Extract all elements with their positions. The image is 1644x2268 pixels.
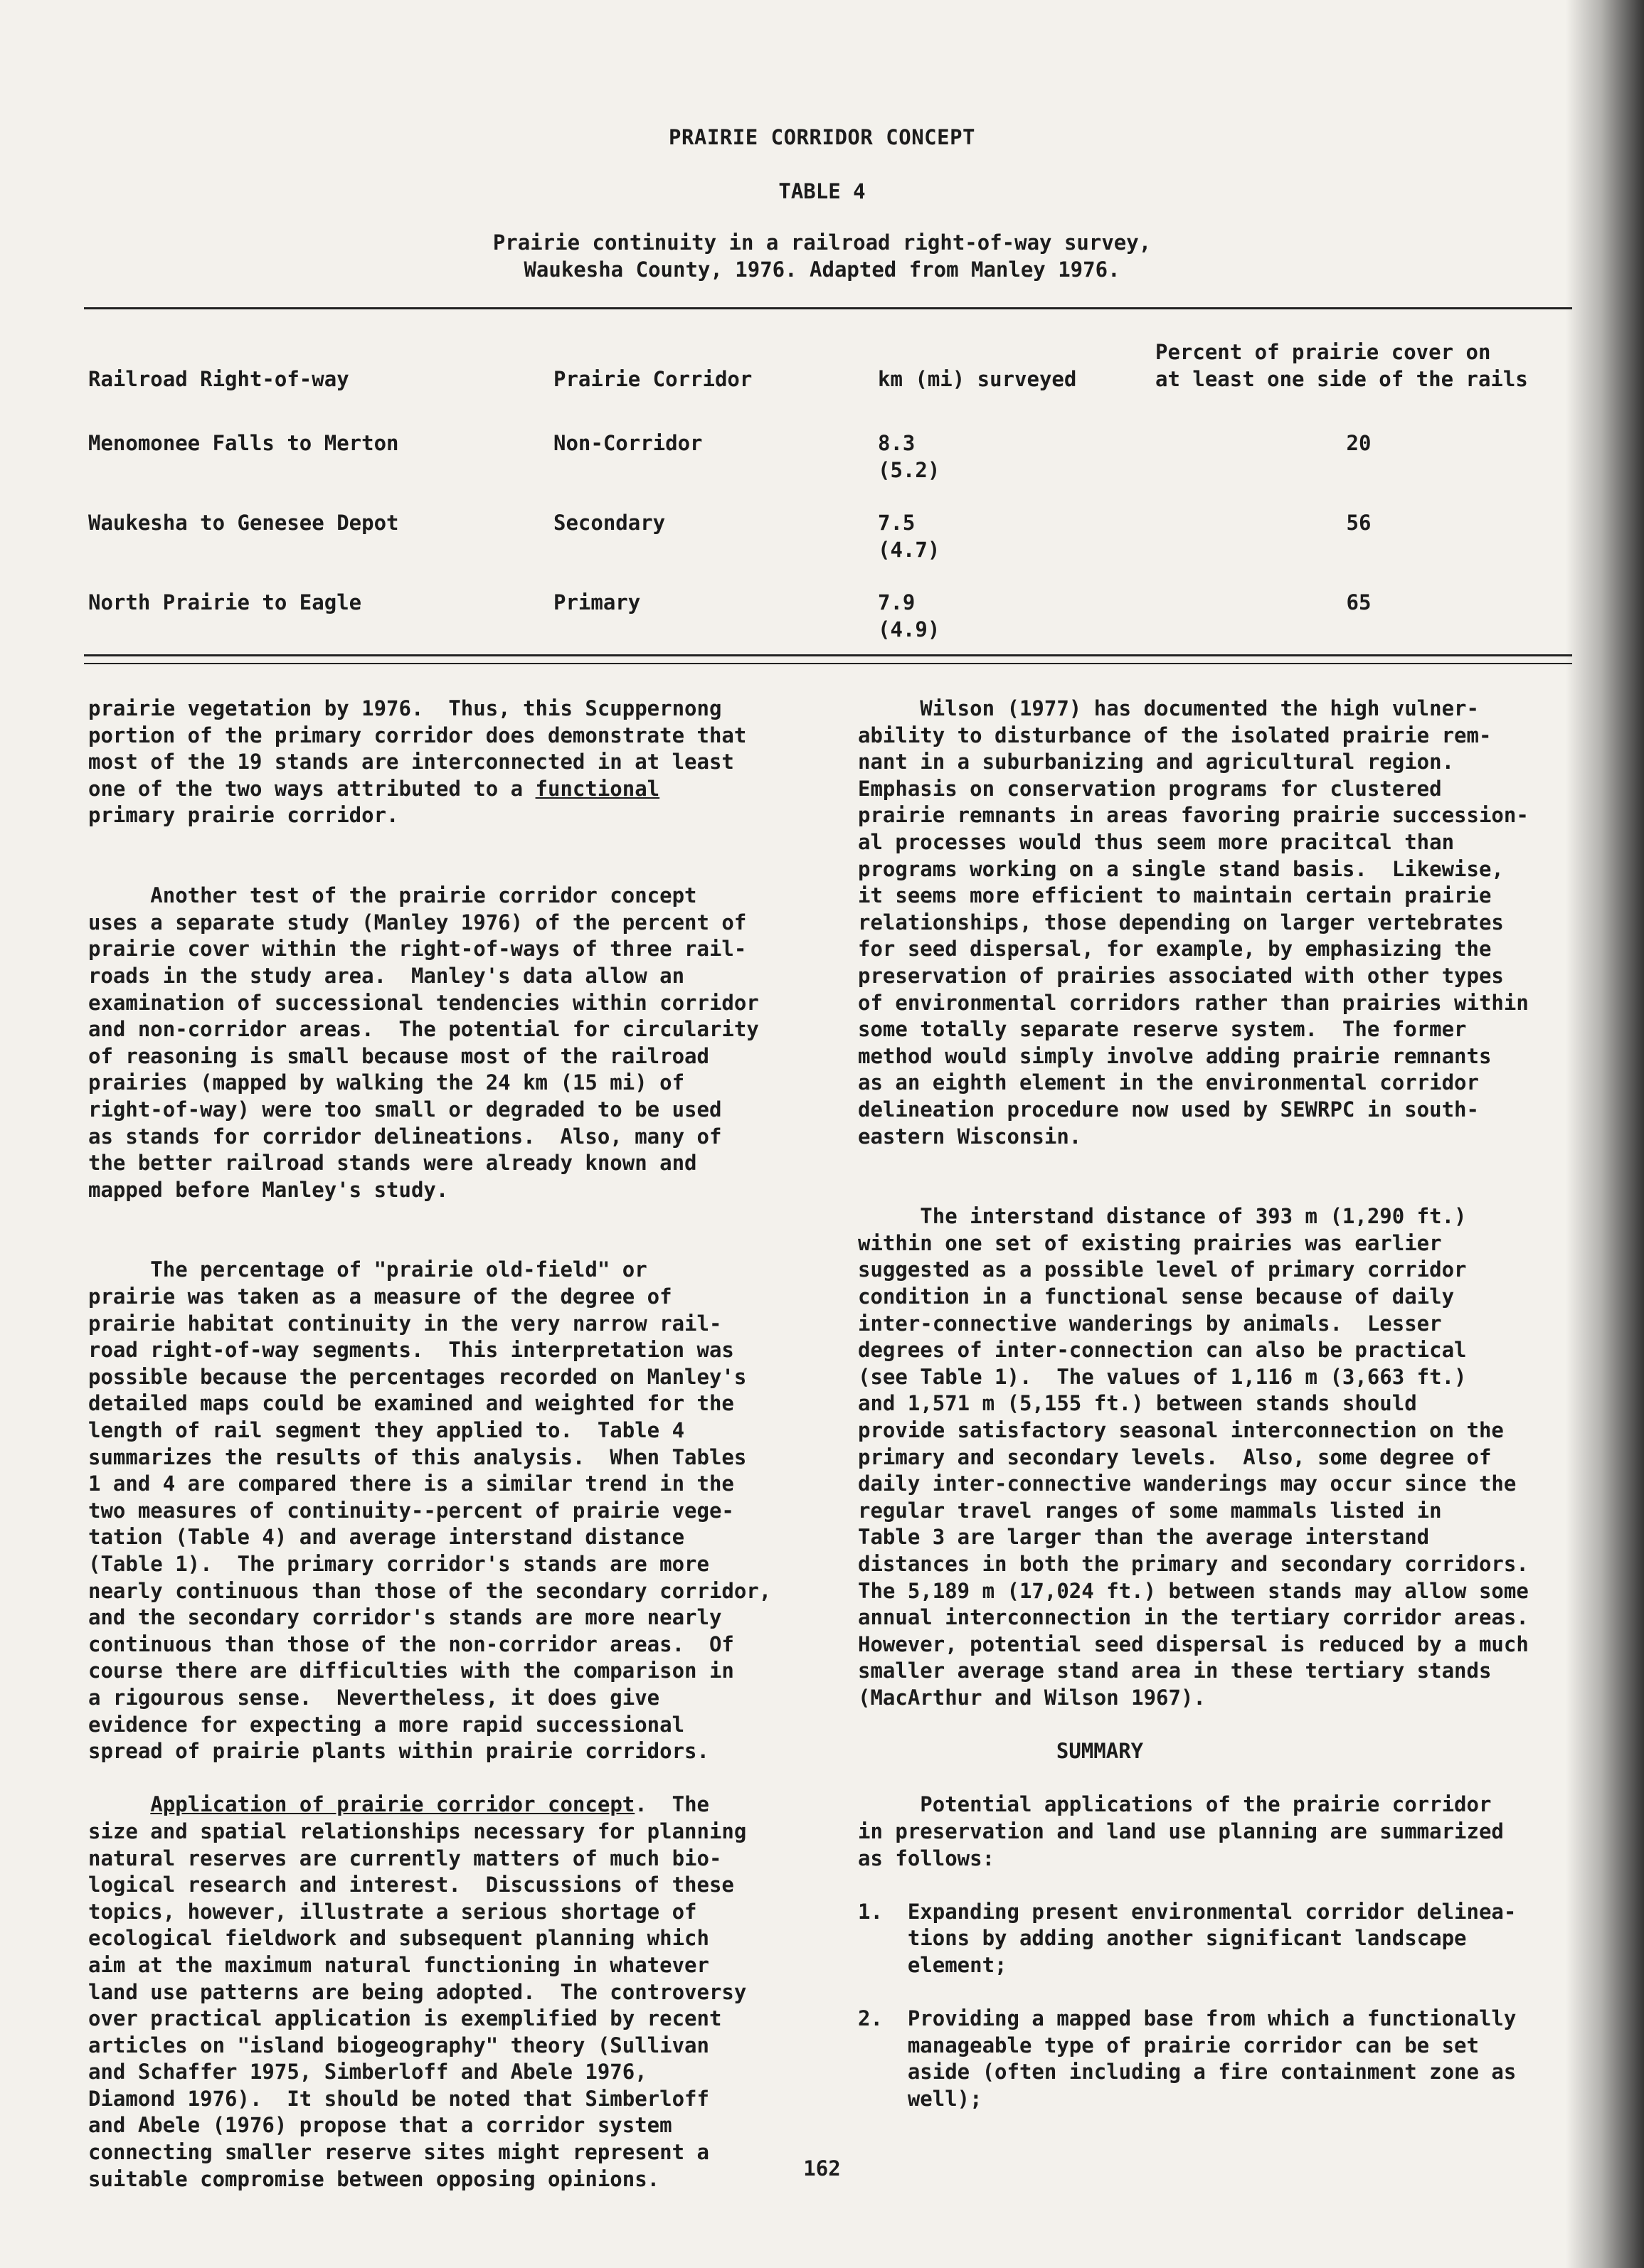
caption-line: Waukesha County, 1976. Adapted from Manley 1976.	[524, 257, 1120, 282]
text-line: The interstand distance of 393 m (1,290 ft.)	[858, 1204, 1467, 1229]
text-run: . The	[635, 1792, 709, 1817]
text-line: land use patterns are being adopted. The controversy	[88, 1979, 747, 2004]
text-line: condition in a functional sense because of daily	[858, 1284, 1455, 1309]
text-line: connecting smaller reserve sites might represent a	[88, 2140, 709, 2165]
table-bottom-rule-2	[84, 663, 1572, 664]
text-line: natural reserves are currently matters of much bio-	[88, 1846, 722, 1870]
text-line: prairie was taken as a measure of the degree of	[88, 1284, 672, 1309]
text-line: Potential applications of the prairie corridor	[858, 1792, 1492, 1817]
text-line: primary and secondary levels. Also, some degree of	[858, 1444, 1492, 1469]
text-line: and Schaffer 1975, Simberloff and Abele 1976,	[88, 2060, 647, 2085]
text-line: manageable type of prairie corridor can be set	[858, 2033, 1479, 2057]
row-corridor: Primary	[553, 590, 641, 614]
text-line: as follows:	[858, 1846, 995, 1870]
header-km: km (mi) surveyed	[878, 367, 1077, 391]
text-line: Another test of the prairie corridor concept	[88, 883, 697, 908]
text-line: prairie cover within the right-of-ways of three rail-	[88, 937, 747, 962]
row-mi: (4.9)	[878, 617, 940, 641]
text-line: length of rail segment they applied to. Table 4	[88, 1418, 685, 1443]
text-line: prairies (mapped by walking the 24 km (15 mi) of	[88, 1070, 685, 1095]
text-line: nant in a suburbanizing and agricultural region.	[858, 750, 1455, 774]
row-km: 8.3	[878, 431, 916, 455]
left-paragraph-3	[88, 1257, 814, 1764]
text-line: some totally separate reserve system. The former	[858, 1017, 1467, 1042]
text-line: smaller average stand area in these tertiary stands	[858, 1659, 1492, 1683]
text-line: Emphasis on conservation programs for clustered	[858, 776, 1442, 801]
text-line: Table 3 are larger than the average interstand	[858, 1525, 1430, 1550]
table-label: TABLE 4	[778, 179, 866, 203]
text-line: distances in both the primary and secondary corridors.	[858, 1552, 1529, 1576]
text-line: preservation of prairies associated with other types	[858, 963, 1504, 988]
row-percent: 56	[1346, 511, 1372, 535]
text-line: and Abele (1976) propose that a corridor system	[88, 2113, 672, 2138]
text-line: uses a separate study (Manley 1976) of the percent of	[88, 910, 747, 935]
scan-edge-shadow	[1566, 0, 1644, 2268]
text-line: logical research and interest. Discussions of these	[88, 1873, 734, 1897]
text-line: (MacArthur and Wilson 1967).	[858, 1685, 1206, 1710]
text-line: suitable compromise between opposing opinions.	[88, 2166, 660, 2191]
text-line: possible because the percentages recorded on Manley's	[88, 1364, 747, 1389]
text-line: well);	[858, 2086, 982, 2111]
text-line: Diamond 1976). It should be noted that Simberloff	[88, 2086, 709, 2111]
left-paragraph-4	[88, 1791, 814, 2193]
text-line: tation (Table 4) and average interstand distance	[88, 1525, 685, 1550]
text-line: mapped before Manley's study.	[88, 1177, 449, 1202]
text-line: nearly continuous than those of the secondary corridor,	[88, 1578, 772, 1603]
text-line: annual interconnection in the tertiary corridor areas.	[858, 1605, 1529, 1630]
text-line: method would simply involve adding prairie remnants	[858, 1043, 1492, 1068]
row-right-of-way: North Prairie to Eagle	[88, 590, 362, 614]
text-line: (see Table 1). The values of 1,116 m (3,663 ft.)	[858, 1364, 1467, 1389]
text-line	[88, 1791, 814, 1819]
row-km: 7.9	[878, 590, 916, 614]
text-line: and the secondary corridor's stands are more nearly	[88, 1605, 722, 1630]
text-line: topics, however, illustrate a serious shortage of	[88, 1899, 697, 1924]
text-line: size and spatial relationships necessary for planning	[88, 1819, 747, 1843]
text-line: most of the 19 stands are interconnected in at least	[88, 750, 734, 774]
header-corridor: Prairie Corridor	[553, 367, 753, 391]
text-line: in preservation and land use planning are summarized	[858, 1819, 1504, 1843]
header-percent-line2: at least one side of the rails	[1155, 367, 1528, 391]
text-line: primary prairie corridor.	[88, 803, 399, 828]
row-km: 7.5	[878, 511, 916, 535]
text-line: evidence for expecting a more rapid successional	[88, 1712, 685, 1737]
text-line: road right-of-way segments. This interpretation was	[88, 1338, 734, 1363]
text-line: ability to disturbance of the isolated prairie rem-	[858, 723, 1492, 747]
row-corridor: Non-Corridor	[553, 431, 703, 455]
text-line: degrees of inter-connection can also be practical	[858, 1338, 1467, 1363]
text-line: provide satisfactory seasonal interconnection on the	[858, 1418, 1504, 1443]
text-line: roads in the study area. Manley's data allow an	[88, 963, 685, 988]
text-line: right-of-way) were too small or degraded to be used	[88, 1097, 722, 1122]
text-line: summarizes the results of this analysis. When Tables	[88, 1444, 747, 1469]
row-percent: 20	[1346, 431, 1372, 455]
text-line: continuous than those of the non-corridor areas. Of	[88, 1631, 734, 1656]
text-line: delineation procedure now used by SEWRPC in south-	[858, 1097, 1479, 1122]
text-line: prairie remnants in areas favoring prairie succession-	[858, 803, 1529, 828]
text-line: The percentage of "prairie old-field" or	[88, 1257, 647, 1282]
text-line: prairie vegetation by 1976. Thus, this Scuppernong	[88, 696, 722, 720]
text-line: eastern Wisconsin.	[858, 1124, 1082, 1149]
text-line: al processes would thus seem more pracitcal than	[858, 829, 1455, 854]
table-top-rule	[84, 307, 1572, 309]
text-line: (Table 1). The primary corridor's stands are more	[88, 1552, 709, 1576]
text-line: suggested as a possible level of primary corridor	[858, 1257, 1467, 1282]
summary-item-2	[858, 2006, 1569, 2112]
text-line: as an eighth element in the environmental corridor	[858, 1070, 1479, 1095]
text-line: within one set of existing prairies was earlier	[858, 1230, 1442, 1255]
left-column	[88, 696, 814, 2193]
text-line: detailed maps could be examined and weighted for the	[88, 1391, 734, 1416]
underlined-term: functional	[535, 776, 660, 801]
left-paragraph-2	[88, 883, 814, 1203]
text-line: 2. Providing a mapped base from which a functionally	[858, 2006, 1517, 2031]
text-line: tions by adding another significant landscape	[858, 1926, 1467, 1951]
text-line: daily inter-connective wanderings may occur since the	[858, 1471, 1517, 1496]
text-line: of environmental corridors rather than prairies within	[858, 990, 1529, 1015]
text-line: portion of the primary corridor does demonstrate that	[88, 723, 747, 747]
text-line: aside (often including a fire containment zone as	[858, 2060, 1517, 2085]
text-line: course there are difficulties with the comparison in	[88, 1659, 734, 1683]
text-line: programs working on a single stand basis. Likewise,	[858, 856, 1504, 881]
text-line: it seems more efficient to maintain certain prairie	[858, 883, 1492, 908]
row-percent: 65	[1346, 590, 1372, 614]
summary-heading: SUMMARY	[1056, 1739, 1144, 1764]
row-corridor: Secondary	[553, 511, 666, 535]
text-line: The 5,189 m (17,024 ft.) between stands may allow some	[858, 1578, 1529, 1603]
text-line: ecological fieldwork and subsequent planning which	[88, 1926, 709, 1951]
summary-item-1	[858, 1899, 1569, 1979]
text-line: spread of prairie plants within prairie corridors.	[88, 1739, 709, 1764]
header-percent-line1: Percent of prairie cover on	[1155, 340, 1491, 364]
table-bottom-rule	[84, 654, 1572, 656]
text-line: prairie habitat continuity in the very narrow rail-	[88, 1311, 722, 1336]
text-line: regular travel ranges of some mammals listed in	[858, 1498, 1442, 1523]
text-line: 1. Expanding present environmental corridor delinea-	[858, 1899, 1517, 1924]
text-line: a rigourous sense. Nevertheless, it does give	[88, 1685, 660, 1710]
text-line: the better railroad stands were already known and	[88, 1151, 697, 1176]
text-line: and non-corridor areas. The potential for circularity	[88, 1017, 759, 1042]
text-line: as stands for corridor delineations. Also, many of	[88, 1124, 722, 1149]
row-mi: (4.7)	[878, 538, 940, 562]
text-line: inter-connective wanderings by animals. Lesser	[858, 1311, 1442, 1336]
right-paragraph-1	[858, 696, 1569, 1150]
right-paragraph-2	[858, 1203, 1569, 1711]
caption-line: Prairie continuity in a railroad right-of-way survey,	[492, 230, 1152, 255]
text-line: and 1,571 m (5,155 ft.) between stands should	[858, 1391, 1417, 1416]
right-paragraph-3	[858, 1791, 1569, 1872]
text-line: two measures of continuity--percent of prairie vege-	[88, 1498, 734, 1523]
text-run: one of the two ways attributed to a	[88, 776, 536, 801]
text-line: examination of successional tendencies within corridor	[88, 990, 759, 1015]
text-line: of reasoning is small because most of the railroad	[88, 1043, 709, 1068]
text-line	[88, 776, 814, 803]
text-line: over practical application is exemplified by recent	[88, 2006, 722, 2031]
text-line: articles on "island biogeography" theory (Sullivan	[88, 2033, 709, 2057]
right-column	[858, 696, 1569, 2112]
text-line: Wilson (1977) has documented the high vulner-	[858, 696, 1479, 720]
page-number: 162	[803, 2156, 841, 2181]
section-heading: Application of prairie corridor concept	[150, 1792, 635, 1817]
row-mi: (5.2)	[878, 458, 940, 482]
text-line: element;	[858, 1952, 1007, 1977]
running-head: PRAIRIE CORRIDOR CONCEPT	[668, 125, 976, 149]
text-line: However, potential seed dispersal is reduced by a much	[858, 1631, 1529, 1656]
text-line: for seed dispersal, for example, by emphasizing the	[858, 937, 1492, 962]
text-line: aim at the maximum natural functioning in whatever	[88, 1952, 709, 1977]
text-line: relationships, those depending on larger vertebrates	[858, 910, 1504, 935]
row-right-of-way: Waukesha to Genesee Depot	[88, 511, 399, 535]
table-caption	[0, 229, 1644, 283]
left-paragraph-1	[88, 696, 814, 829]
header-right-of-way: Railroad Right-of-way	[88, 367, 349, 391]
text-line: 1 and 4 are compared there is a similar trend in the	[88, 1471, 734, 1496]
row-right-of-way: Menomonee Falls to Merton	[88, 431, 399, 455]
